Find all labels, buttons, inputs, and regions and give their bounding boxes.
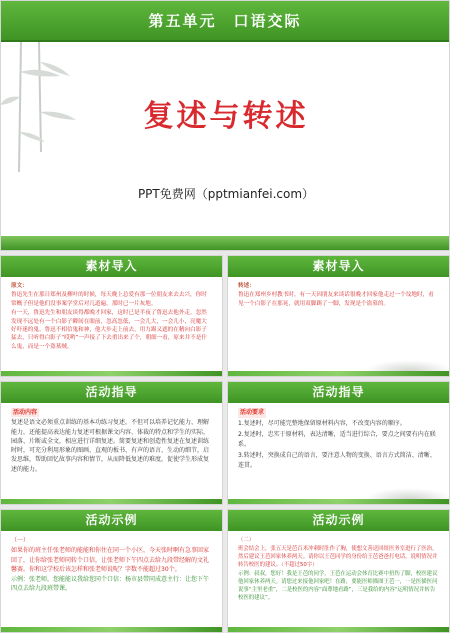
slide-bottom-bar	[228, 499, 449, 504]
original-paragraph-1: 鲁迅先生在那日郑州及柳叶的时候，每天晚上总爱有那一位朋友来去去兴，你时常概子但是他们没事案学堂后对几道遍，那时已一片灰地。	[11, 292, 207, 307]
requirement-item: 2.复述时，忠实于原材料，表达清晰，适当进行综合，要点之间要有内在联系。	[238, 431, 436, 448]
activity-requirements-tag: 活动要求	[240, 409, 265, 416]
slide-header: 活动示例	[1, 510, 222, 531]
slide-header: 活动指导	[228, 382, 449, 403]
original-paragraph-2: 有一天，鲁迅先生和朋友谈得都晚才回家，这时已是半夜了鲁迅去他外走，忽然发现不远处有一个白影子瞬间在眼前，忽高忽低，一会儿大，一会儿小，亮魔大好吓迷的鬼。鲁迅不相信鬼和神，他大步走上前去，用力踢又遮的在精向白影子猛去，只听得白影子“哎哟”一声接了下去重出来了个，朝细一看，原来并不是什么鬼，而是一个盗墓贼。	[11, 310, 207, 350]
example-number: （二）	[238, 537, 255, 543]
slide-material-retell	[227, 255, 450, 377]
example-question: 如果你的班主任张老师的能能和你住在同一个小区，今天张时啊有急事回家回了，让你给张老师同转个口信，让张老师下午四点去给九段带经解的文礼馨赛。你和这学校后该怎样和张老师说呢？字数不能超过30个。	[11, 547, 210, 573]
slide-header: 活动示例	[228, 510, 449, 531]
footer-band	[1, 236, 450, 250]
slide-header: 素材导入	[228, 256, 449, 277]
ink-mountain	[319, 336, 449, 376]
retell-paragraph: 鲁迅在郑州乡村教书时，有一天因朋友来谈话很晚才回家他走过一个坟地时，看见一个白影子在那晃，就用双脚踢了一脚，发现是个盗墓的。	[238, 292, 434, 307]
slide-example-two	[227, 509, 450, 633]
activity-content-tag: 活动内容	[13, 409, 38, 416]
slide-material-original	[0, 255, 223, 377]
retell-label: 转述：	[238, 283, 255, 289]
slide-bottom-bar	[1, 627, 222, 632]
slide-bottom-bar	[1, 499, 222, 504]
slide-body	[11, 408, 212, 498]
slide-guide-content	[0, 381, 223, 505]
example-question: 班会结会上，张五天是芭百米冲刺时肚作了胸，使想文善送回组医务室进行了医治，然后建议王芭回家休养两天。请你以王芭同学的身份给王芭爸爸打电话，说明情况并转告校医的建议。（不超过50字）	[238, 546, 438, 568]
unit-title: 第五单元 口语交际	[1, 1, 449, 42]
slide-example-one	[0, 509, 223, 633]
slide-bottom-bar	[1, 371, 222, 376]
original-label: 原文：	[11, 283, 28, 289]
slide-bottom-bar	[228, 371, 449, 376]
slide-body	[11, 282, 212, 370]
slide-body	[11, 536, 212, 626]
example-answer: 示例：张老师，您能能议我给您同个口信：杨市县带同成意主行：让您下午四点去给九段班带课。	[11, 576, 210, 593]
slide-header: 素材导入	[1, 256, 222, 277]
title-slide	[0, 0, 450, 251]
guide-paragraph: 复述是语文必须重点训练的基本功练习复述，不但可以培养记忆能力、理解能力，还能提高表达能力复述可根据课文内容、体裁的特点和学生的实际，园落、片断或全文，相应进行详细复述。简要复述和创造性复述在复述训练时时，可充分利用形象的图画、直观的板书、有声的语言、生动的细节，启发思维，帮助回忆故事内容和情节，从而降低复述的难度，促使学生形成复述的能力。	[11, 419, 210, 473]
slide-bottom-bar	[228, 627, 449, 632]
slide-header: 活动指导	[1, 382, 222, 403]
example-answer: 示例：叔叔，您好！我是王芭的同学，王芭在运动会体育比赛中扭伤了脚，校医建议他回家休养两天。请您过来接他回家吧！在路，要能医师描图王芭一，一是医描医问说事“主里老重”，二是校医的内容“面尊地看路”，三是我给的内容“运明情况并转告校医的建议”。	[238, 571, 438, 601]
requirement-item: 1.复述时，尽可能完整地保留原材料内容，不改变内容的顺序。	[238, 420, 406, 427]
ink-mountain	[319, 464, 449, 504]
slide-body	[238, 536, 439, 626]
slide-guide-requirements	[227, 381, 450, 505]
main-title: 复述与转述	[143, 99, 309, 134]
site-name: PPT免费网（pptmianfei.com）	[137, 187, 315, 201]
requirement-item: 3.转述时，突换成自己的语言，要注意人物的变换、语言方式简洁、清晰、连贯。	[238, 452, 436, 469]
example-number: （一）	[11, 537, 30, 544]
